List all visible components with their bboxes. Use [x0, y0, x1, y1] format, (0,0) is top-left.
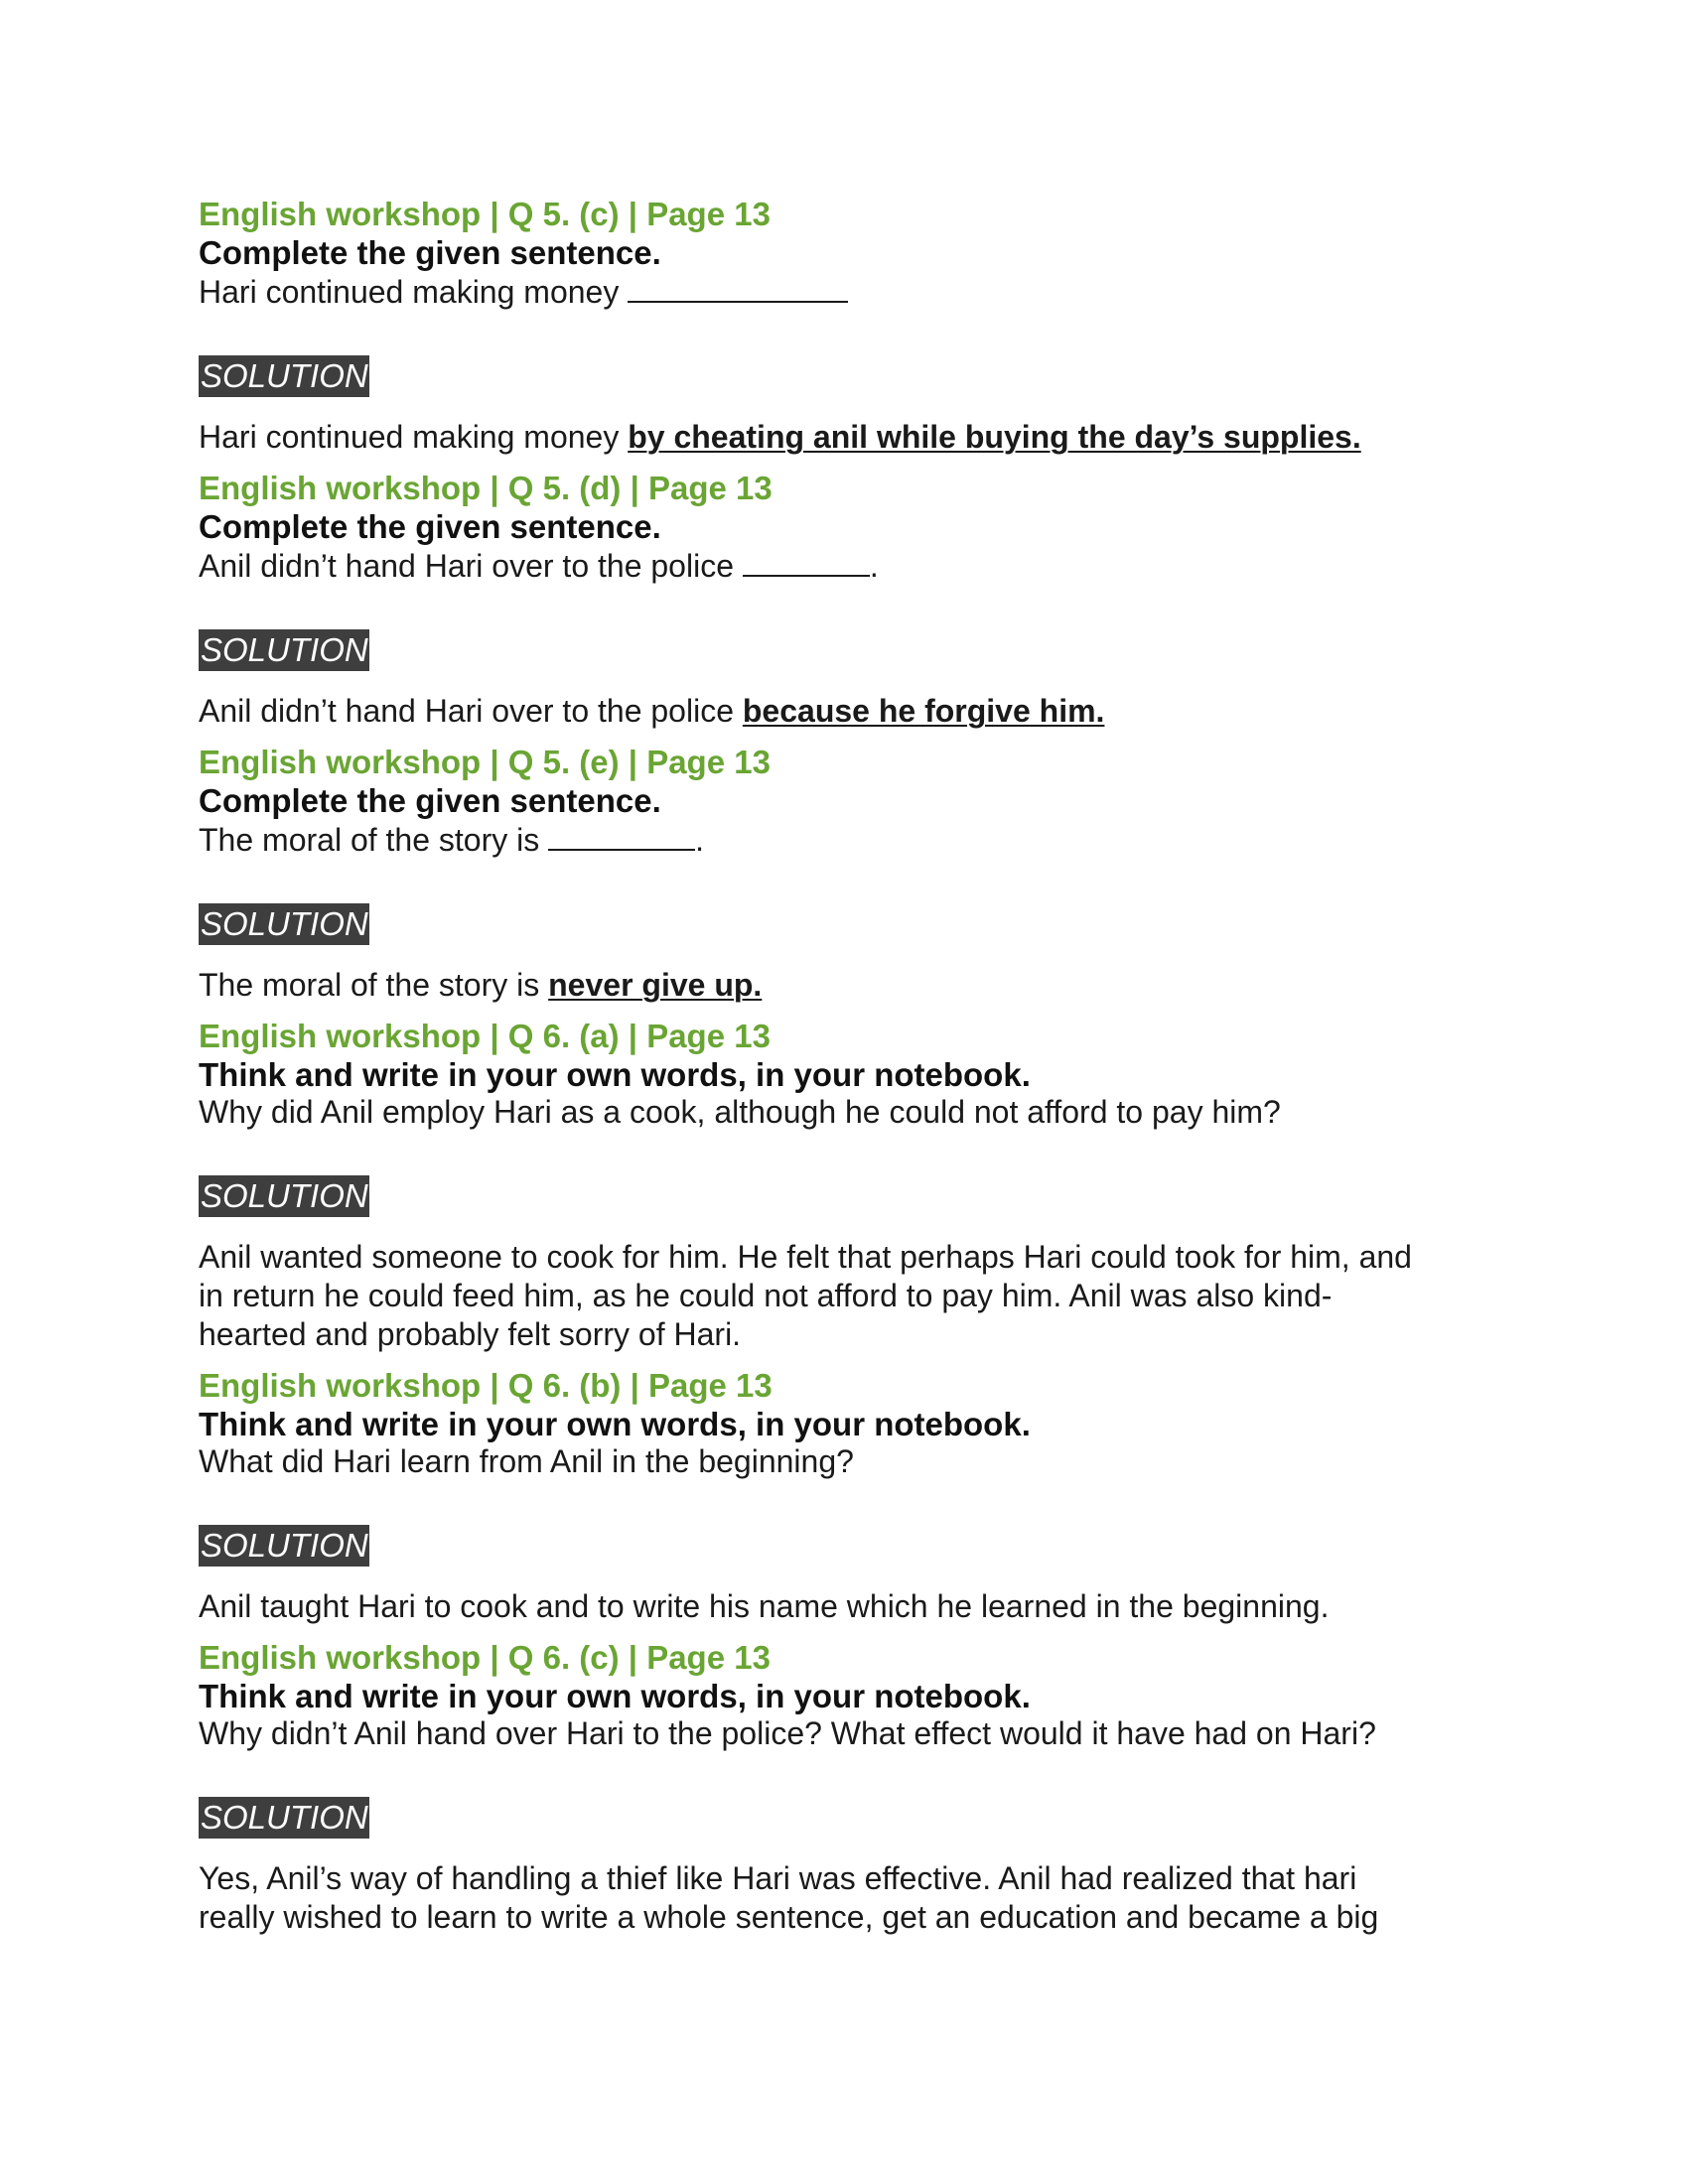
- question-sentence: Anil didn’t hand Hari over to the police: [199, 548, 734, 584]
- question-heading: English workshop | Q 5. (c) | Page 13: [199, 196, 771, 232]
- question-instruction: Think and write in your own words, in your notebook.: [199, 1406, 1031, 1442]
- answer-blank: [743, 545, 870, 577]
- answer-line: in return he could feed him, as he could not afford to pay him. Anil was also kind-: [199, 1278, 1333, 1313]
- solution-tag-row: [199, 1175, 1509, 1217]
- solution-text: [199, 1238, 1509, 1354]
- qa-block-5e: [199, 743, 1509, 1005]
- question-heading: English workshop | Q 5. (d) | Page 13: [199, 470, 773, 506]
- answer-blank: [628, 271, 848, 303]
- question-heading: English workshop | Q 6. (a) | Page 13: [199, 1018, 771, 1054]
- answer-line: really wished to learn to write a whole sentence, get an education and became a big: [199, 1899, 1379, 1935]
- qa-block-5d: [199, 469, 1509, 731]
- answer-highlight: because he forgive him.: [742, 693, 1105, 729]
- worksheet-page: [199, 195, 1509, 1937]
- question-suffix: .: [869, 548, 879, 584]
- question-suffix: .: [695, 822, 705, 858]
- qa-block-6a: [199, 1017, 1509, 1354]
- question-instruction: Complete the given sentence.: [199, 234, 661, 271]
- answer-line: Anil taught Hari to cook and to write his name which he learned in the beginning.: [199, 1588, 1330, 1624]
- question-heading: English workshop | Q 6. (b) | Page 13: [199, 1367, 773, 1404]
- solution-tag-row: [199, 903, 1509, 945]
- solution-tag-row: [199, 355, 1509, 397]
- solution-label: SOLUTION: [199, 1175, 369, 1217]
- solution-tag-row: [199, 1797, 1509, 1839]
- question-heading: English workshop | Q 5. (e) | Page 13: [199, 744, 771, 780]
- solution-tag-row: [199, 629, 1509, 671]
- question-text: [199, 271, 1509, 312]
- answer-line: hearted and probably felt sorry of Hari.: [199, 1316, 742, 1352]
- solution-label: SOLUTION: [199, 903, 369, 945]
- solution-label: SOLUTION: [199, 1525, 369, 1567]
- solution-text: [199, 966, 1509, 1005]
- question-text: Why did Anil employ Hari as a cook, although he could not afford to pay him?: [199, 1094, 1281, 1130]
- question-sentence: Hari continued making money: [199, 274, 620, 310]
- question-heading: English workshop | Q 6. (c) | Page 13: [199, 1639, 771, 1676]
- solution-text: [199, 692, 1509, 731]
- question-sentence: The moral of the story is: [199, 822, 540, 858]
- question-instruction: Think and write in your own words, in your notebook.: [199, 1056, 1031, 1093]
- answer-prefix: The moral of the story is: [199, 967, 540, 1003]
- question-instruction: Complete the given sentence.: [199, 508, 661, 545]
- solution-text: [199, 1859, 1509, 1937]
- question-instruction: Think and write in your own words, in your notebook.: [199, 1678, 1031, 1714]
- answer-highlight: by cheating anil while buying the day’s supplies.: [628, 419, 1361, 455]
- answer-blank: [548, 819, 695, 851]
- answer-prefix: Anil didn’t hand Hari over to the police: [199, 693, 734, 729]
- question-text: [199, 819, 1509, 860]
- solution-text: [199, 1587, 1509, 1626]
- solution-label: SOLUTION: [199, 629, 369, 671]
- solution-label: SOLUTION: [199, 1797, 369, 1839]
- qa-block-6b: [199, 1366, 1509, 1626]
- question-text: What did Hari learn from Anil in the beginning?: [199, 1443, 854, 1479]
- solution-label: SOLUTION: [199, 355, 369, 397]
- answer-highlight: never give up.: [548, 967, 763, 1003]
- solution-tag-row: [199, 1525, 1509, 1567]
- qa-block-5c: [199, 195, 1509, 457]
- question-instruction: Complete the given sentence.: [199, 782, 661, 819]
- solution-text: [199, 418, 1509, 457]
- answer-line: Anil wanted someone to cook for him. He felt that perhaps Hari could took for him, and: [199, 1239, 1412, 1275]
- answer-line: Yes, Anil’s way of handling a thief like Hari was effective. Anil had realized that hari: [199, 1860, 1357, 1896]
- qa-block-6c: [199, 1638, 1509, 1937]
- answer-prefix: Hari continued making money: [199, 419, 620, 455]
- question-text: Why didn’t Anil hand over Hari to the police? What effect would it have had on Hari?: [199, 1715, 1376, 1751]
- question-text: [199, 545, 1509, 586]
